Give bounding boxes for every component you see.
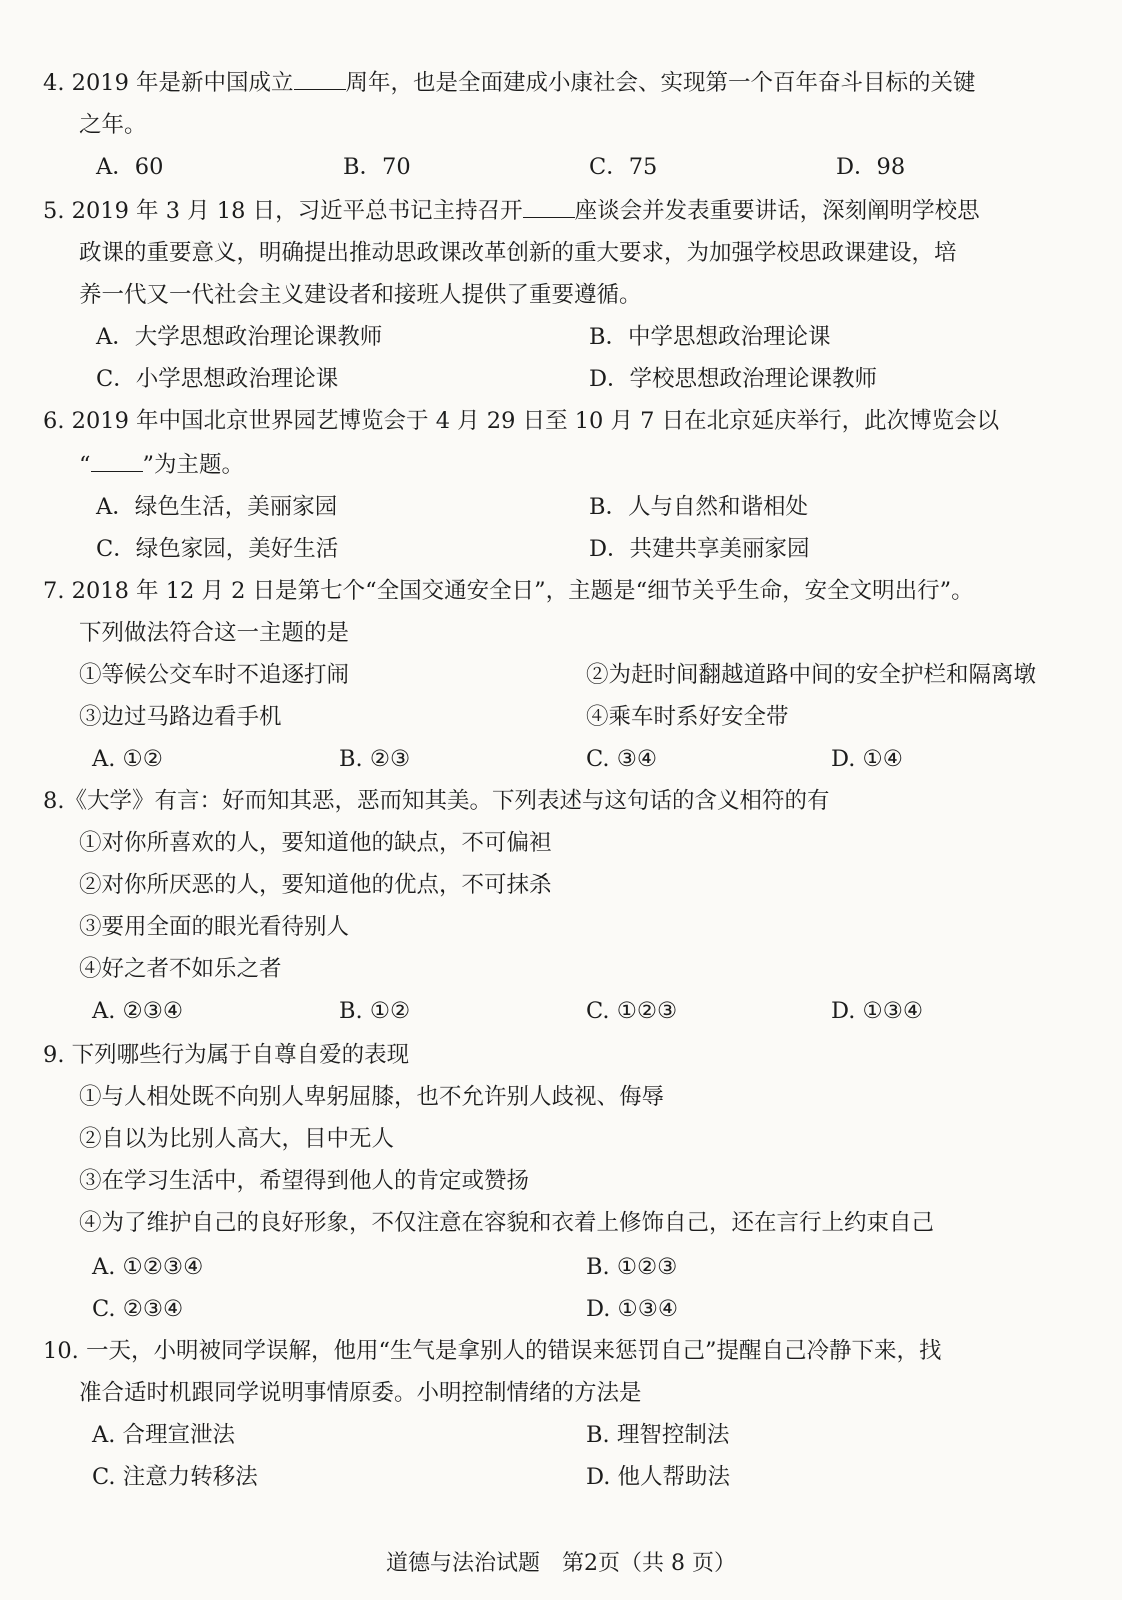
question-7	[43, 576, 974, 606]
question-5-line-3: 养一代又一代社会主义建设者和接班人提供了重要遵循。	[79, 282, 642, 308]
question-10-line-2: 准合适时机跟同学说明事情原委。小明控制情绪的方法是	[79, 1380, 642, 1406]
statement-1: ①与人相处既不向别人卑躬屈膝，也不允许别人歧视、侮辱	[79, 1084, 665, 1110]
option-a: A．绿色生活，美丽家园	[96, 494, 338, 520]
question-6-line-2	[79, 450, 244, 480]
question-text: 2019 年中国北京世界园艺博览会于 4 月 29 日至 10 月 7 日在北京延庆举行，此次博览会以	[71, 408, 1000, 434]
option-a: A．60	[96, 154, 164, 180]
option-c: C. ①②③	[586, 998, 678, 1024]
option-b: B．中学思想政治理论课	[589, 324, 831, 350]
question-8	[43, 786, 829, 816]
question-10	[43, 1336, 941, 1366]
question-text: 下列哪些行为属于自尊自爱的表现	[71, 1042, 410, 1068]
option-c: C. 注意力转移法	[92, 1464, 258, 1490]
option-c: C．绿色家园，美好生活	[96, 536, 339, 562]
option-d: D．学校思想政治理论课教师	[589, 366, 878, 392]
option-c: C. ③④	[586, 746, 658, 772]
statement-4: ④为了维护自己的良好形象，不仅注意在容貌和衣着上修饰自己，还在言行上约束自己	[79, 1210, 935, 1236]
question-number: 8.	[43, 788, 65, 814]
statement-1: ①等候公交车时不追逐打闹	[79, 662, 350, 688]
statement-1: ①对你所喜欢的人，要知道他的缺点，不可偏袒	[79, 830, 552, 856]
statement-4: ④乘车时系好安全带	[586, 704, 789, 730]
question-text: 一天，小明被同学误解，他用“生气是拿别人的错误来惩罚自己”提醒自己冷静下来，找	[85, 1338, 942, 1364]
option-a: A. ①②③④	[92, 1254, 204, 1280]
option-b: B. 理智控制法	[586, 1422, 730, 1448]
option-b: B. ①②	[339, 998, 411, 1024]
question-text: ”为主题。	[142, 452, 245, 478]
question-7-line-2: 下列做法符合这一主题的是	[79, 620, 350, 646]
question-text: 座谈会并发表重要讲话，深刻阐明学校思	[574, 198, 980, 224]
fill-blank	[294, 69, 346, 90]
statement-2: ②自以为比别人高大，目中无人	[79, 1126, 395, 1152]
question-text: 2019 年是新中国成立	[71, 70, 294, 96]
option-d: D. 他人帮助法	[586, 1464, 731, 1490]
question-text: 2019 年 3 月 18 日，习近平总书记主持召开	[71, 198, 523, 224]
option-a: A. 合理宣泄法	[92, 1422, 236, 1448]
option-c: C. ②③④	[92, 1296, 184, 1322]
option-d: D. ①④	[831, 746, 903, 772]
question-4-line-2: 之年。	[79, 112, 147, 138]
question-number: 6.	[43, 408, 65, 434]
option-d: D. ①③④	[586, 1296, 679, 1322]
question-9	[43, 1040, 409, 1070]
statement-2: ②为赶时间翻越道路中间的安全护栏和隔离墩	[586, 662, 1037, 688]
question-6	[43, 406, 999, 436]
statement-3: ③在学习生活中，希望得到他人的肯定或赞扬	[79, 1168, 530, 1194]
question-number: 5.	[43, 198, 65, 224]
open-quote: “	[79, 452, 91, 478]
statement-3: ③要用全面的眼光看待别人	[79, 914, 350, 940]
option-d: D．共建共享美丽家园	[589, 536, 810, 562]
statement-4: ④好之者不如乐之者	[79, 956, 282, 982]
option-c: C．小学思想政治理论课	[96, 366, 339, 392]
option-a: A. ②③④	[92, 998, 184, 1024]
option-d: D．98	[836, 154, 906, 180]
question-text: 2018 年 12 月 2 日是第七个“全国交通安全日”，主题是“细节关乎生命，安全文明出行”。	[71, 578, 974, 604]
option-a: A. ①②	[92, 746, 163, 772]
question-4	[43, 68, 976, 98]
question-5	[43, 196, 980, 226]
question-number: 10.	[43, 1338, 79, 1364]
question-number: 4.	[43, 70, 65, 96]
question-5-line-2: 政课的重要意义，明确提出推动思政课改革创新的重大要求，为加强学校思政课建设，培	[79, 240, 957, 266]
option-a: A．大学思想政治理论课教师	[96, 324, 383, 350]
question-number: 9.	[43, 1042, 65, 1068]
statement-3: ③边过马路边看手机	[79, 704, 282, 730]
page-footer: 道德与法治试题 第2页（共 8 页）	[386, 1551, 736, 1576]
question-text: 周年，也是全面建成小康社会、实现第一个百年奋斗目标的关键	[345, 70, 976, 96]
statement-2: ②对你所厌恶的人，要知道他的优点，不可抹杀	[79, 872, 552, 898]
question-text: 《大学》有言：好而知其恶，恶而知其美。下列表述与这句话的含义相符的有	[64, 788, 830, 814]
option-b: B. ②③	[339, 746, 411, 772]
option-b: B．人与自然和谐相处	[589, 494, 809, 520]
question-number: 7.	[43, 578, 65, 604]
option-c: C．75	[589, 154, 658, 180]
option-b: B．70	[343, 154, 411, 180]
fill-blank	[91, 451, 143, 472]
option-d: D. ①③④	[831, 998, 924, 1024]
fill-blank	[523, 197, 575, 218]
option-b: B. ①②③	[586, 1254, 678, 1280]
